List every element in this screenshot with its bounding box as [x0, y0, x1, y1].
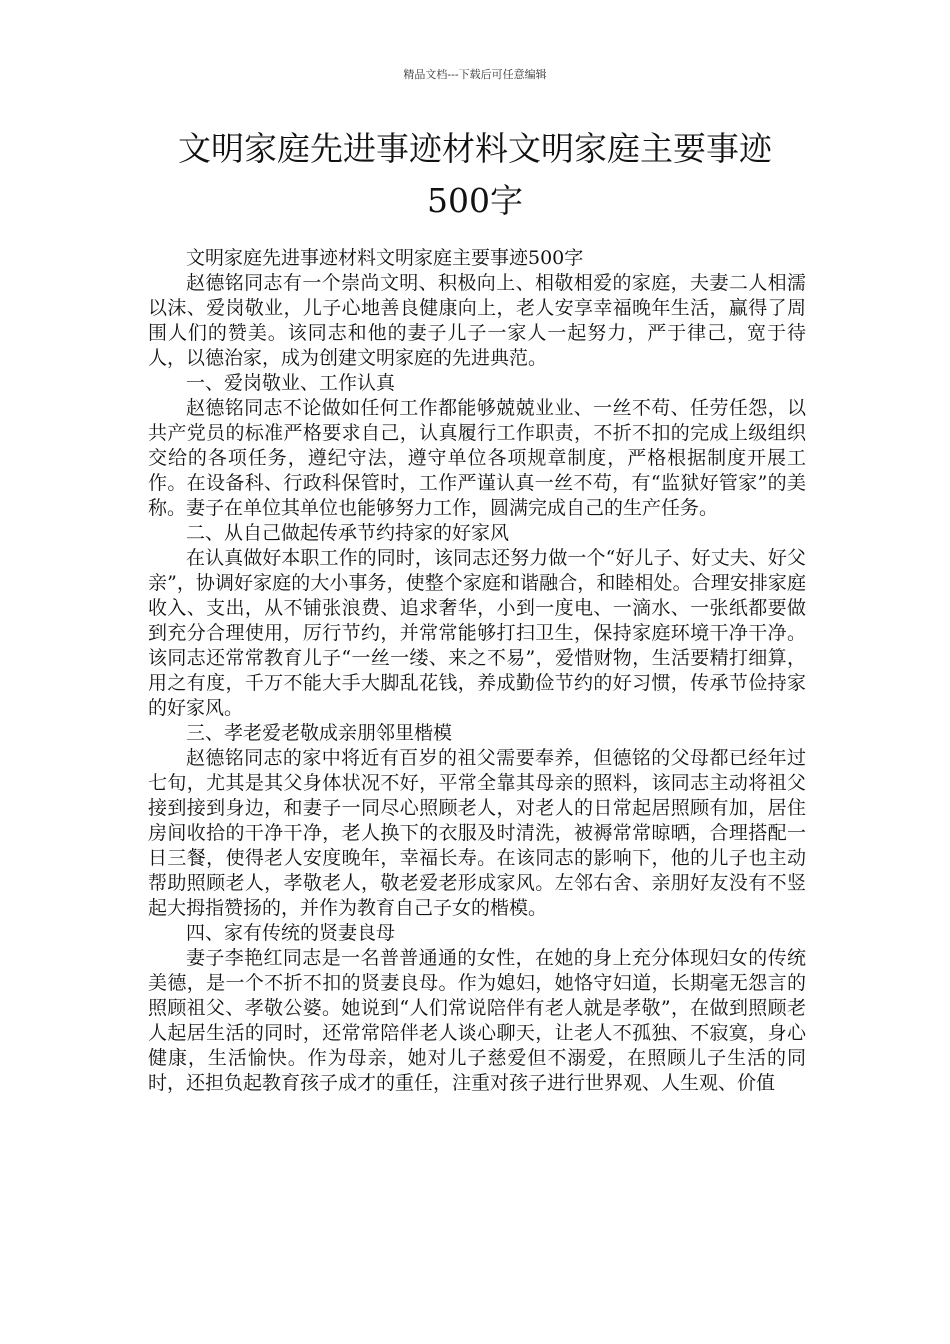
- paragraph-section-4: 妻子李艳红同志是一名普普通通的女性，在她的身上充分体现妇女的传统美德，是一个不折不扣的贤妻良母。作为媳妇，她恪守妇道，长期毫无怨言的照顾祖父、孝敬公婆。她说到“人们常说陪伴有老人就是孝敬”，在做到照顾老人起居生活的同时，还常常陪伴老人谈心聊天，让老人不孤独、不寂寞，身心健康，生活愉快。作为母亲，她对儿子慈爱但不溺爱，在照顾儿子生活的同时，还担负起教育孩子成才的重任，注重对孩子进行世界观、人生观、价值: [148, 947, 806, 1094]
- document-body: [148, 246, 806, 1096]
- section-heading-4: 四、家有传统的贤妻良母: [186, 922, 396, 944]
- header-note: 精品文档---下载后可任意编辑: [403, 68, 547, 81]
- intro-line: 文明家庭先进事迹材料文明家庭主要事迹500字: [186, 247, 584, 269]
- section-heading-1: 一、爱岗敬业、工作认真: [186, 372, 396, 394]
- section-heading-3: 三、孝老爱老敬成亲朋邻里楷模: [186, 722, 453, 744]
- section-heading-2: 二、从自己做起传承节约持家的好家风: [186, 522, 510, 544]
- paragraph-section-1: 赵德铭同志不论做如任何工作都能够兢兢业业、一丝不苟、任劳任怨，以共产党员的标准严格要求自己，认真履行工作职责，不折不扣的完成上级组织交给的各项任务，遵纪守法，遵守单位各项规章制度，严格根据制度开展工作。在设备科、行政科保管时，工作严谨认真一丝不苟，有“监狱好管家”的美称。妻子在单位其单位也能够努力工作，圆满完成自己的生产任务。: [148, 397, 806, 519]
- paragraph-section-3: 赵德铭同志的家中将近有百岁的祖父需要奉养，但德铭的父母都已经年过七旬，尤其是其父身体状况不好，平常全靠其母亲的照料，该同志主动将祖父接到接到身边，和妻子一同尽心照顾老人，对老人的日常起居照顾有加，居住房间收拾的干净干净，老人换下的衣服及时清洗，被褥常常晾晒，合理搭配一日三餐，使得老人安度晚年，幸福长寿。在该同志的影响下，他的儿子也主动帮助照顾老人，孝敬老人，敬老爱老形成家风。左邻右舍、亲朋好友没有不竖起大拇指赞扬的，并作为教育自己子女的楷模。: [148, 747, 806, 919]
- paragraph-intro: 赵德铭同志有一个崇尚文明、积极向上、相敬相爱的家庭，夫妻二人相濡以沫、爱岗敬业，儿子心地善良健康向上，老人安享幸福晚年生活，赢得了周围人们的赞美。该同志和他的妻子儿子一家人一起努力，严于律己，宽于待人，以德治家，成为创建文明家庭的先进典范。: [148, 272, 806, 369]
- paragraph-section-2: 在认真做好本职工作的同时，该同志还努力做一个“好儿子、好丈夫、好父亲”，协调好家庭的大小事务，使整个家庭和谐融合，和睦相处。合理安排家庭收入、支出，从不铺张浪费、追求奢华，小到一度电、一滴水、一张纸都要做到充分合理使用，厉行节约，并常常能够打扫卫生，保持家庭环境干净干净。该同志还常常教育儿子“一丝一缕、来之不易”，爱惜财物，生活要精打细算，用之有度，千万不能大手大脚乱花钱，养成勤俭节约的好习惯，传承节俭持家的好家风。: [148, 547, 806, 719]
- document-title: 文明家庭先进事迹材料文明家庭主要事迹500字: [178, 129, 772, 220]
